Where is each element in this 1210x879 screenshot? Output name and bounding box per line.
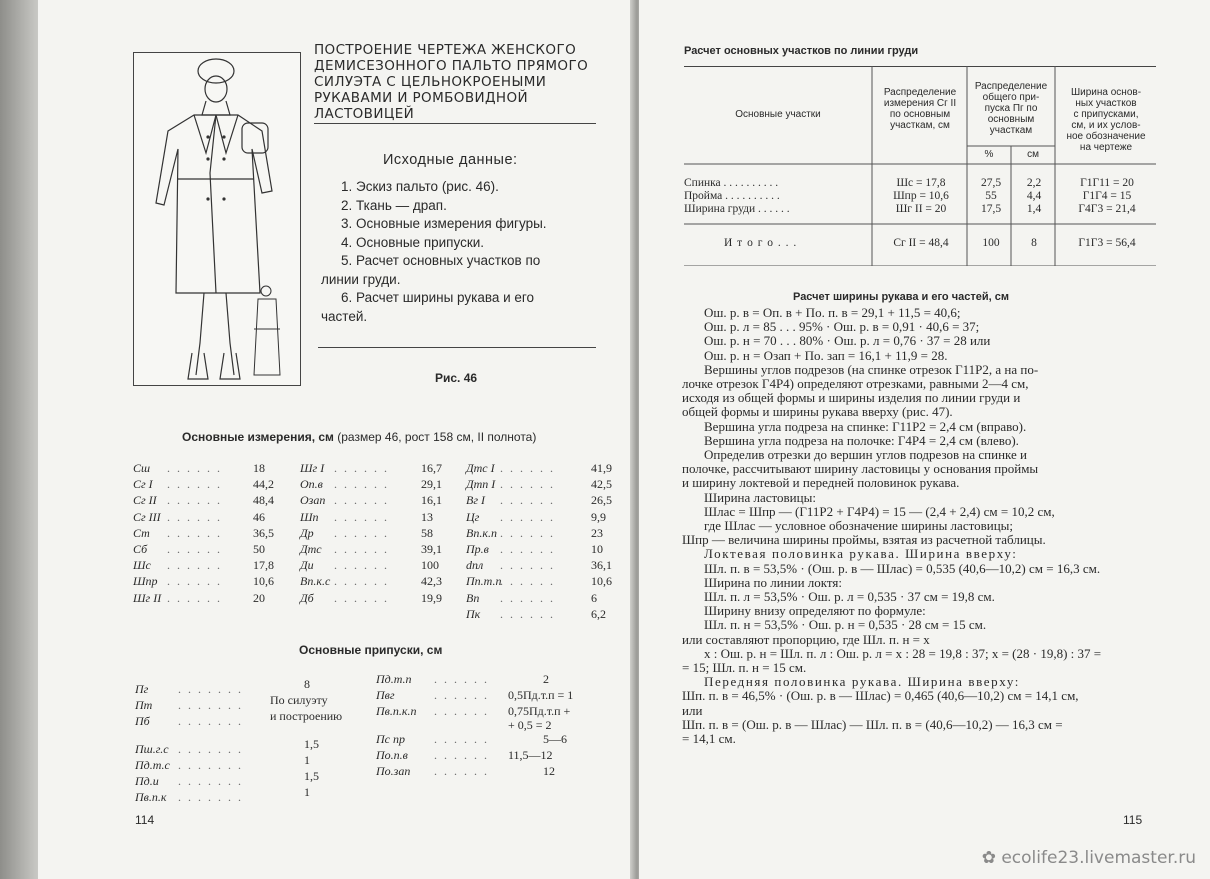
allowance-symbol: Пд.и bbox=[135, 774, 159, 788]
allowance-value: 12 bbox=[543, 764, 555, 778]
allowance-symbol: Пд.т.с bbox=[135, 758, 170, 772]
measurement-symbol: Сш bbox=[133, 461, 151, 475]
list-item: линии груди. bbox=[321, 271, 401, 287]
table-cell: Г1Г11 = 20 bbox=[1080, 177, 1134, 189]
allowance-value: 8 bbox=[304, 677, 310, 691]
allowance-value: 1,5 bbox=[304, 737, 319, 751]
allowance-leader: . . . . . . bbox=[434, 732, 489, 746]
measurement-leader: . . . . . . bbox=[500, 493, 555, 508]
list-item: 2. Ткань — драп. bbox=[341, 197, 447, 213]
table-cell: 17,5 bbox=[980, 203, 1002, 215]
calc-line: Вершины углов подрезов (на спинке отрезок Г11Р2, а на по- bbox=[704, 362, 1039, 377]
allowance-symbol: Пд.т.п bbox=[376, 672, 412, 686]
measurement-value: 46 bbox=[253, 509, 265, 524]
allowance-leader: . . . . . . . bbox=[178, 758, 243, 772]
measurement-symbol: Пк bbox=[466, 606, 481, 621]
calc-line: и ширину локтевой и передней половинок рукава. bbox=[682, 476, 960, 491]
allowance-leader: . . . . . . bbox=[434, 704, 489, 718]
measurement-value: 26,5 bbox=[591, 493, 612, 508]
calc-line: исходя из общей формы и ширины изделия по линии груди и bbox=[682, 391, 1021, 406]
measurement-symbol: Цг bbox=[466, 509, 480, 524]
measurement-symbol: Ст bbox=[133, 525, 150, 540]
calc-line: Шп. п. в = (Ош. р. в — Шлас) — Шл. п. в = (40,6—10,2) — 16,3 см = bbox=[682, 717, 1063, 732]
calc-line: = 15; Шл. п. н = 15 см. bbox=[682, 661, 807, 676]
measurement-leader: . . . . . . bbox=[334, 542, 389, 556]
calc-line: или составляют пропорцию, где Шл. п. н = x bbox=[682, 632, 930, 647]
allowance-symbol: Пг bbox=[135, 682, 149, 696]
table-cell: Пройма . . . . . . . . . . bbox=[684, 190, 780, 202]
list-item: 6. Расчет ширины рукава и его bbox=[341, 290, 535, 305]
measurement-value: 29,1 bbox=[421, 477, 442, 492]
calc-line: Вершина угла подреза на полочке: Г4Р4 = 2,4 см (влево). bbox=[704, 433, 1019, 448]
measurement-leader: . . . . . . bbox=[167, 590, 222, 605]
measurement-symbol: Озап bbox=[300, 493, 326, 508]
allowance-leader: . . . . . . bbox=[434, 748, 489, 762]
calc-line: Ширину внизу определяют по формуле: bbox=[704, 604, 926, 619]
measurement-value: 6 bbox=[591, 590, 597, 605]
measurement-leader: . . . . . . bbox=[500, 542, 555, 556]
initial-data-heading: Исходные данные: bbox=[383, 152, 518, 168]
chest-calc-heading: Расчет основных участков по линии груди bbox=[684, 45, 919, 57]
measurement-leader: . . . . . . bbox=[500, 590, 555, 605]
calc-line: Ширина по линии локтя: bbox=[704, 575, 843, 590]
calc-line: Ош. р. н = Озап + По. зап = 16,1 + 11,9 = 28. bbox=[704, 348, 948, 363]
watermark: ✿ ecolife23.livemaster.ru bbox=[981, 848, 1196, 868]
measurement-symbol: Шпр bbox=[133, 574, 158, 589]
measurement-value: 17,8 bbox=[253, 558, 274, 573]
calc-line: Шл. п. в = 53,5% · (Ош. р. в — Шлас) = 0,535 (40,6—10,2) см = 16,3 см. bbox=[704, 561, 1101, 576]
measurement-value: 41,9 bbox=[591, 461, 612, 475]
measurement-symbol: Дтс bbox=[300, 542, 322, 556]
measurement-leader: . . . . . . bbox=[334, 461, 389, 475]
measurement-leader: . . . . . . bbox=[167, 461, 222, 475]
measurement-symbol: Сг II bbox=[133, 493, 157, 508]
flower-icon: ✿ bbox=[981, 848, 996, 868]
allowance-value: и построению bbox=[270, 709, 343, 723]
measurement-leader: . . . . . . bbox=[334, 509, 389, 524]
measurement-leader: . . . . . . bbox=[167, 558, 222, 573]
measurement-leader: . . . . . . bbox=[500, 574, 555, 589]
title-underline bbox=[314, 123, 596, 124]
col-header-sections: Основные участки bbox=[735, 109, 821, 120]
subcol-percent: % bbox=[984, 149, 994, 160]
table-cell: 1,4 bbox=[1026, 203, 1042, 215]
calc-line: Локтевая половинка рукава. Ширина вверху: bbox=[704, 547, 1018, 562]
table-cell: 27,5 bbox=[980, 177, 1002, 189]
allowance-value: 11,5—12 bbox=[508, 748, 553, 762]
measurement-symbol: Др bbox=[300, 525, 314, 540]
allowance-symbol: По.п.в bbox=[376, 748, 408, 762]
table-cell: Шс = 17,8 bbox=[896, 177, 946, 189]
page-number-left: 114 bbox=[135, 813, 155, 827]
allowance-symbol: Пвг bbox=[376, 688, 395, 702]
allowance-value: 5—6 bbox=[543, 732, 567, 746]
coat-drawing-icon bbox=[134, 53, 300, 385]
measurement-symbol: Сг I bbox=[133, 477, 153, 492]
measurement-value: 50 bbox=[253, 542, 265, 556]
allowance-leader: . . . . . . . bbox=[178, 790, 243, 804]
measurement-leader: . . . . . . bbox=[167, 574, 222, 589]
allowances-heading: Основные припуски, см bbox=[299, 643, 443, 657]
table-cell: Шпр = 10,6 bbox=[893, 190, 949, 202]
measurement-leader: . . . . . . bbox=[167, 509, 222, 524]
measurement-symbol: Вп.к.с bbox=[300, 574, 331, 589]
measurement-leader: . . . . . . bbox=[334, 493, 389, 508]
measurement-symbol: Шс bbox=[133, 558, 151, 573]
measurement-value: 9,9 bbox=[591, 509, 606, 524]
allowance-leader: . . . . . . bbox=[434, 688, 489, 702]
allowance-value: + 0,5 = 2 bbox=[508, 718, 552, 732]
allowance-value: 1 bbox=[304, 785, 310, 799]
calc-line: полочке, рассчитывают ширину ластовицы у основания проймы bbox=[682, 462, 1039, 477]
measurement-leader: . . . . . . bbox=[167, 525, 222, 540]
calc-line: Ширина ластовицы: bbox=[704, 490, 816, 505]
measurement-symbol: dпл bbox=[466, 558, 484, 573]
calc-line: лочке отрезок Г4Р4) определяют отрезками, равными 2—4 см, bbox=[682, 377, 1029, 392]
table-cell: 4,4 bbox=[1026, 190, 1042, 202]
calc-line: Вершина угла подреза на спинке: Г11Р2 = 2,4 см (вправо). bbox=[704, 419, 1027, 434]
measurement-leader: . . . . . . bbox=[334, 477, 389, 492]
measurement-symbol: Вп bbox=[466, 590, 480, 605]
table-cell: Г1Г4 = 15 bbox=[1082, 190, 1132, 202]
measurement-leader: . . . . . . bbox=[334, 574, 389, 589]
measurement-value: 36,1 bbox=[591, 558, 612, 573]
table-cell: 2,2 bbox=[1026, 177, 1042, 189]
list-item: 3. Основные измерения фигуры. bbox=[341, 216, 547, 231]
allowance-symbol: Пт bbox=[135, 698, 153, 712]
table-cell: Шг II = 20 bbox=[895, 203, 947, 215]
measurement-leader: . . . . . . bbox=[500, 558, 555, 573]
calc-line: или bbox=[682, 703, 703, 718]
measurement-symbol: Дтп I bbox=[466, 477, 496, 492]
initial-data-list bbox=[321, 178, 597, 326]
table-cell: 55 bbox=[985, 190, 997, 202]
measurement-value: 48,4 bbox=[253, 493, 274, 508]
measurement-symbol: Шг II bbox=[133, 590, 162, 605]
allowance-symbol: Пв.п.к bbox=[135, 790, 167, 804]
allowance-value: 2 bbox=[543, 672, 549, 686]
allowance-leader: . . . . . . bbox=[434, 672, 489, 686]
coat-sketch-figure bbox=[133, 52, 301, 386]
allowance-value: 1,5 bbox=[304, 769, 319, 783]
calc-line: Ош. р. л = 85 . . . 95% · Ош. р. в = 0,91 · 40,6 = 37; bbox=[704, 320, 980, 335]
measurement-leader: . . . . . . bbox=[500, 606, 555, 621]
measurement-symbol: Шп bbox=[300, 509, 319, 524]
table-cell: И т о г о . . . bbox=[724, 237, 798, 249]
table-cell: 8 bbox=[1031, 237, 1037, 249]
allowance-leader: . . . . . . bbox=[434, 764, 489, 778]
calc-line: = 14,1 см. bbox=[682, 732, 736, 747]
table-cell: Ширина груди . . . . . . bbox=[684, 203, 790, 215]
allowance-symbol: По.зап bbox=[376, 764, 411, 778]
page-edge-shadow bbox=[0, 0, 38, 879]
calc-line: Шпр — величина ширины проймы, взятая из расчетной таблицы. bbox=[682, 533, 1046, 548]
allowance-value: 0,75Пд.т.п + bbox=[508, 704, 571, 718]
col-header-width: Ширина основ- ных участков с припусками, см, и их услов- ное обозначение на чертеже bbox=[1066, 87, 1146, 153]
measurement-leader: . . . . . . bbox=[334, 558, 389, 573]
table-cell: Спинка . . . . . . . . . . bbox=[684, 177, 779, 189]
subcol-cm: см bbox=[1027, 149, 1039, 160]
allowance-symbol: Пв.п.к.п bbox=[376, 704, 417, 718]
allowance-leader: . . . . . . . bbox=[178, 714, 243, 728]
calc-line: общей формы и ширины рукава вверху (рис. 47). bbox=[682, 405, 953, 420]
measurement-value: 58 bbox=[421, 525, 433, 540]
table-cell: Г1Г3 = 56,4 bbox=[1078, 237, 1136, 249]
measurement-symbol: Вп.к.п bbox=[466, 525, 497, 540]
measurement-leader: . . . . . . bbox=[167, 493, 222, 508]
allowance-symbol: Пб bbox=[135, 714, 150, 728]
measurement-leader: . . . . . . bbox=[334, 525, 389, 540]
calc-line: Шл. п. л = 53,5% · Ош. р. л = 0,535 · 37 см = 19,8 см. bbox=[704, 590, 995, 605]
measurement-symbol: Вг I bbox=[466, 493, 486, 508]
allowance-leader: . . . . . . . bbox=[178, 774, 243, 788]
measurement-symbol: Шг I bbox=[300, 461, 325, 475]
list-item: 5. Расчет основных участков по bbox=[341, 253, 541, 268]
allowance-value: По силуэту bbox=[270, 693, 328, 707]
figure-caption: Рис. 46 bbox=[435, 371, 478, 385]
chapter-title: ПОСТРОЕНИЕ ЧЕРТЕЖА ЖЕНСКОГО ДЕМИСЕЗОННОГО ПАЛЬТО ПРЯМОГО СИЛУЭТА С ЦЕЛЬНОКРОЕНЫМИ РУКАВАМИ И РОМБОВИДНОЙ ЛАСТОВИЦЕЙ bbox=[314, 42, 589, 122]
measurement-value: 42,3 bbox=[421, 574, 442, 589]
allowance-value: 1 bbox=[304, 753, 310, 767]
measurement-value: 10,6 bbox=[591, 574, 612, 589]
measurement-symbol: Дб bbox=[300, 590, 314, 605]
list-item: частей. bbox=[321, 308, 368, 324]
table-cell: 100 bbox=[982, 237, 1000, 249]
measurement-value: 6,2 bbox=[591, 606, 606, 621]
calc-line: Шл. п. н = 53,5% · Ош. р. н = 0,535 · 28 см = 15 см. bbox=[704, 618, 987, 633]
measurement-value: 42,5 bbox=[591, 477, 612, 492]
measurement-symbol: Оп.в bbox=[300, 477, 323, 492]
measurement-value: 23 bbox=[591, 525, 603, 540]
measurement-leader: . . . . . . bbox=[500, 509, 555, 524]
measurements-heading: Основные измерения, см (размер 46, рост 158 см, II полнота) bbox=[182, 430, 537, 444]
list-item: 4. Основные припуски. bbox=[341, 234, 485, 250]
measurement-value: 20 bbox=[253, 590, 265, 605]
calc-line: Шп. п. в = 46,5% · (Ош. р. в — Шлас) = 0,465 (40,6—10,2) см = 14,1 см, bbox=[682, 689, 1079, 704]
col-header-distribution: Распределение измерения Сг II по основным участкам, см bbox=[883, 87, 957, 131]
allowance-leader: . . . . . . . bbox=[178, 682, 243, 696]
calc-line: Передняя половинка рукава. Ширина вверху: bbox=[704, 675, 1020, 690]
measurement-leader: . . . . . . bbox=[500, 525, 555, 540]
measurement-value: 16,1 bbox=[421, 493, 442, 508]
table-cell: Г4Г3 = 21,4 bbox=[1078, 203, 1136, 215]
table-cell: Сг II = 48,4 bbox=[893, 237, 949, 249]
measurement-value: 10,6 bbox=[253, 574, 274, 589]
allowance-symbol: Пш.г.с bbox=[135, 742, 169, 756]
measurement-leader: . . . . . . bbox=[334, 590, 389, 605]
calc-line: Ош. р. н = 70 . . . 80% · Ош. р. л = 0,76 · 37 = 28 или bbox=[704, 334, 991, 349]
calc-line: Определив отрезки до вершин углов подрезов на спинке и bbox=[704, 448, 1027, 463]
measurement-value: 16,7 bbox=[421, 461, 442, 475]
measurement-symbol: Дтс I bbox=[466, 461, 495, 475]
section-divider bbox=[318, 347, 596, 348]
measurement-value: 10 bbox=[591, 542, 603, 556]
calc-line: x : Ош. р. н = Шл. п. л : Ош. р. л = x : 28 = 19,8 : 37; x = (28 · 19,8) : 37 = bbox=[704, 646, 1102, 661]
measurement-leader: . . . . . . bbox=[167, 477, 222, 492]
sleeve-calc-text bbox=[682, 306, 1154, 746]
measurement-leader: . . . . . . bbox=[500, 461, 555, 475]
sleeve-calc-heading: Расчет ширины рукава и его частей, см bbox=[793, 291, 1009, 303]
calc-line: Шлас = Шпр — (Г11Р2 + Г4Р4) = 15 — (2,4 + 2,4) см = 10,2 см, bbox=[704, 504, 1055, 519]
allowance-leader: . . . . . . . bbox=[178, 742, 243, 756]
page-right bbox=[639, 0, 1210, 879]
measurement-value: 39,1 bbox=[421, 542, 442, 556]
measurement-symbol: Пр.в bbox=[466, 542, 489, 556]
measurement-symbol: Пп.т.п bbox=[466, 574, 502, 589]
measurement-value: 100 bbox=[421, 558, 439, 573]
page-number-right: 115 bbox=[1123, 813, 1143, 827]
allowance-value: 0,5Пд.т.п = 1 bbox=[508, 688, 574, 702]
calc-line: где Шлас — условное обозначение ширины ластовицы; bbox=[704, 519, 1013, 534]
measurement-symbol: Ди bbox=[300, 558, 314, 573]
measurement-value: 18 bbox=[253, 461, 265, 475]
page-left bbox=[38, 0, 634, 879]
measurement-symbol: Сг III bbox=[133, 509, 161, 524]
measurement-leader: . . . . . . bbox=[500, 477, 555, 492]
allowance-leader: . . . . . . . bbox=[178, 698, 243, 712]
measurement-value: 44,2 bbox=[253, 477, 274, 492]
measurement-leader: . . . . . . bbox=[167, 542, 222, 556]
allowance-symbol: Пс пр bbox=[376, 732, 405, 746]
col-header-allowance: Распределение общего при- пуска Пг по основным участкам bbox=[974, 81, 1048, 136]
measurement-value: 19,9 bbox=[421, 590, 442, 605]
list-item: 1. Эскиз пальто (рис. 46). bbox=[341, 179, 499, 194]
measurement-value: 36,5 bbox=[253, 525, 274, 540]
measurement-symbol: Сб bbox=[133, 542, 148, 556]
measurement-value: 13 bbox=[421, 509, 433, 524]
calc-line: Ош. р. в = Оп. в + По. п. в = 29,1 + 11,5 = 40,6; bbox=[704, 306, 961, 320]
